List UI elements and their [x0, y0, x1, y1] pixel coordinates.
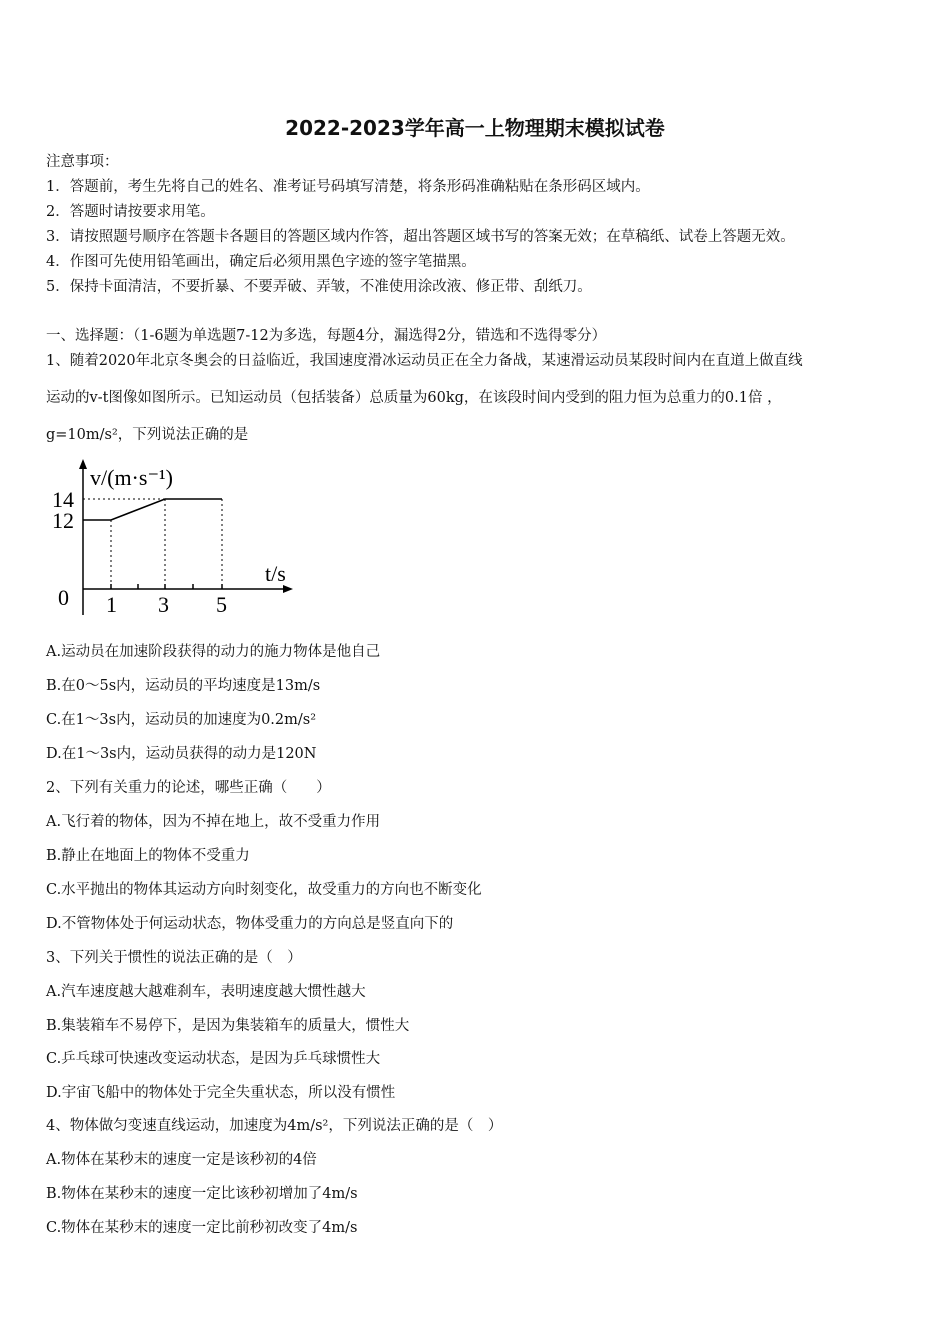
q2-stem: 2、下列有关重力的论述，哪些正确（ ） [46, 780, 331, 796]
notice-item-5: 5．保持卡面清洁，不要折暴、不要弄破、弄皱，不准使用涂改液、修正带、刮纸刀。 [46, 279, 592, 295]
q1-option-a: A.运动员在加速阶段获得的动力的施力物体是他自己 [46, 644, 381, 660]
y-axis-arrow [79, 459, 87, 469]
q3-option-d: D.宇宙飞船中的物体处于完全失重状态，所以没有惯性 [46, 1085, 396, 1101]
page-title: 2022-2023学年高一上物理期末模拟试卷 [285, 116, 665, 140]
section-heading: 一、选择题：（1-6题为单选题7-12为多选，每题4分，漏选得2分，错选和不选得零分） [46, 328, 607, 344]
x-tick-label-5: 5 [216, 592, 227, 617]
q3-option-c: C.乒乓球可快速改变运动状态，是因为乒乓球惯性大 [46, 1051, 381, 1067]
q4-option-a: A.物体在某秒末的速度一定是该秒初的4倍 [46, 1152, 317, 1168]
q1-option-b: B.在0～5s内，运动员的平均速度是13m/s [46, 678, 321, 694]
y-tick-12: 12 [52, 508, 74, 533]
q3-stem: 3、下列关于惯性的说法正确的是（ ） [46, 950, 302, 966]
q4-option-b: B.物体在某秒末的速度一定比该秒初增加了4m/s [46, 1186, 358, 1202]
notice-heading: 注意事项： [46, 154, 119, 170]
x-axis-label: t/s [265, 561, 286, 586]
notice-item-3: 3．请按照题号顺序在答题卡各题目的答题区域内作答，超出答题区域书写的答案无效；在草稿纸、试卷上答题无效。 [46, 229, 795, 245]
q1-option-c: C.在1～3s内，运动员的加速度为0.2m/s² [46, 712, 317, 728]
q2-option-c: C.水平抛出的物体其运动方向时刻变化，故受重力的方向也不断变化 [46, 882, 482, 898]
origin-label: 0 [58, 585, 69, 610]
notice-item-4: 4．作图可先使用铅笔画出，确定后必须用黑色字迹的签字笔描黑。 [46, 254, 476, 270]
vt-graph [50, 455, 310, 625]
q2-option-a: A.飞行着的物体，因为不掉在地上，故不受重力作用 [46, 814, 381, 830]
q2-option-b: B.静止在地面上的物体不受重力 [46, 848, 250, 864]
q4-stem: 4、物体做匀变速直线运动，加速度为4m/s²，下列说法正确的是（ ） [46, 1118, 503, 1134]
q3-option-a: A.汽车速度越大越难刹车，表明速度越大惯性越大 [46, 984, 366, 1000]
x-tick-label-3: 3 [158, 592, 169, 617]
x-axis-arrow [283, 585, 293, 593]
x-tick-label-1: 1 [106, 592, 117, 617]
q4-option-c: C.物体在某秒末的速度一定比前秒初改变了4m/s [46, 1220, 358, 1236]
q3-option-b: B.集装箱车不易停下，是因为集装箱车的质量大，惯性大 [46, 1018, 410, 1034]
q1-stem-line1: 1、随着2020年北京冬奥会的日益临近，我国速度滑冰运动员正在全力备战，某速滑运动员某段时间内在直道上做直线 [46, 353, 803, 369]
y-tick-14: 14 [52, 487, 74, 512]
q1-stem-line3: g=10m/s²，下列说法正确的是 [46, 427, 249, 443]
notice-item-2: 2．答题时请按要求用笔。 [46, 204, 215, 220]
y-axis-label: v/(m·s⁻¹) [90, 465, 173, 490]
notice-item-1: 1．答题前，考生先将自己的姓名、准考证号码填写清楚，将条形码准确粘贴在条形码区域内。 [46, 179, 650, 195]
q1-option-d: D.在1～3s内，运动员获得的动力是120N [46, 746, 317, 762]
q1-stem-line2: 运动的v-t图像如图所示。已知运动员（包括装备）总质量为60kg，在该段时间内受到的阻力恒为总重力的0.1倍 ， [46, 390, 782, 406]
velocity-line [83, 499, 222, 520]
q2-option-d: D.不管物体处于何运动状态，物体受重力的方向总是竖直向下的 [46, 916, 454, 932]
